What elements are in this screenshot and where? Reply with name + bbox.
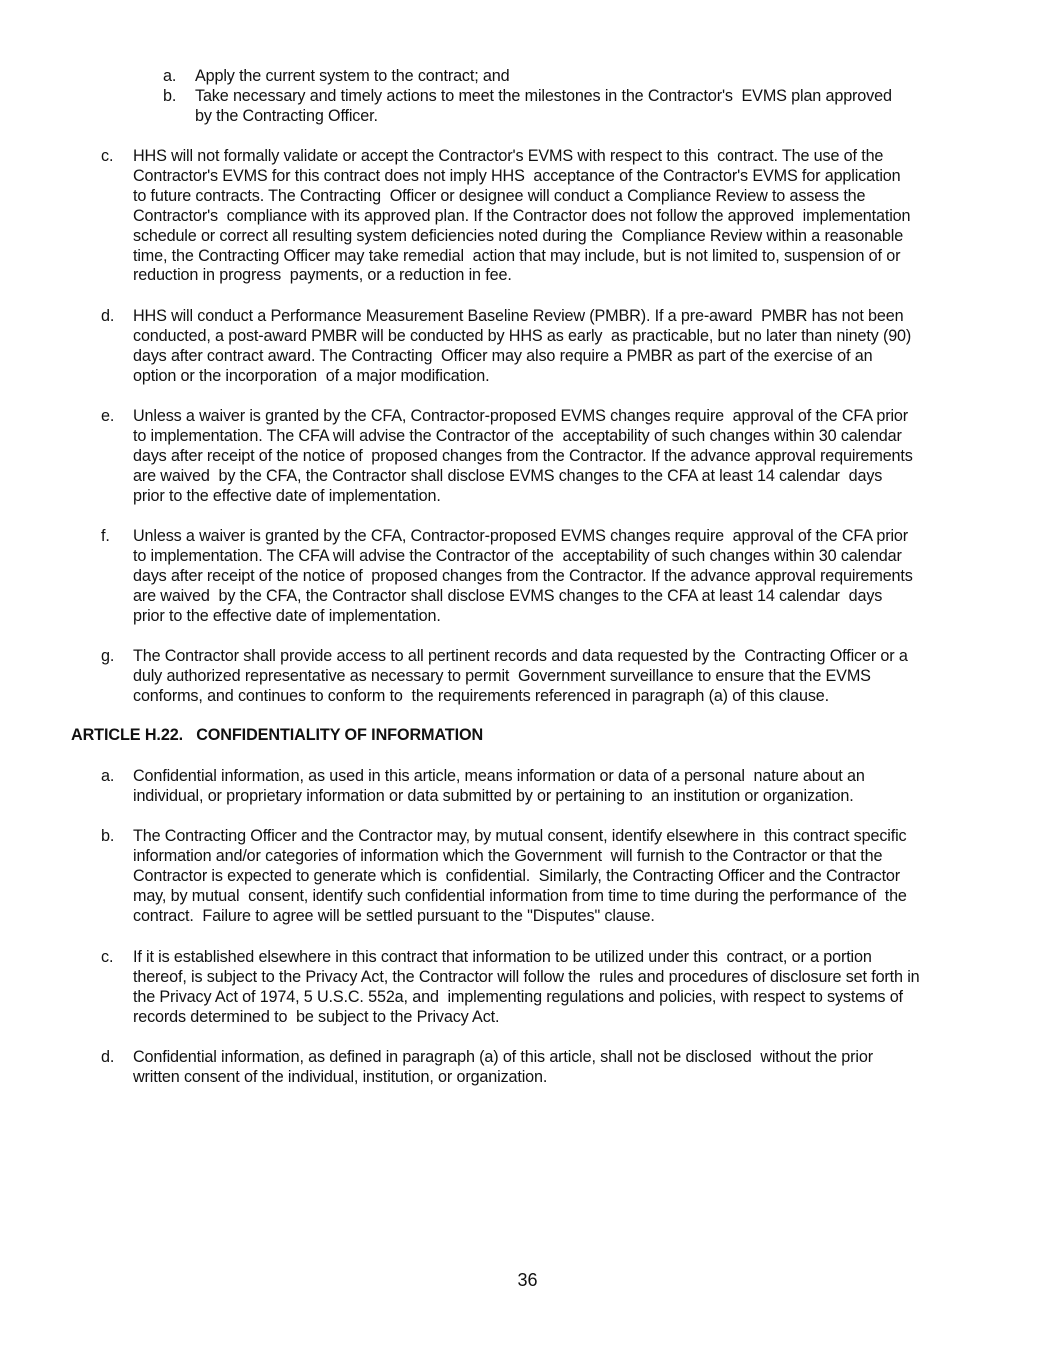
confidentiality-item-d [101, 1048, 873, 1088]
text-line: conforms, and continues to conform to the requirements referenced in paragraph (a) of this clause. [133, 686, 829, 705]
text-line: to implementation. The CFA will advise the Contractor of the acceptability of such changes within 30 calendar [133, 546, 902, 565]
text-line: thereof, is subject to the Privacy Act, the Contractor will follow the rules and procedures of disclosure set forth in [133, 967, 920, 986]
list-item-text [133, 407, 913, 507]
text-line: to implementation. The CFA will advise the Contractor of the acceptability of such changes within 30 calendar [133, 426, 902, 445]
text-line: option or the incorporation of a major modification. [133, 366, 490, 385]
sub-item-a [163, 67, 509, 87]
text-line: The Contractor shall provide access to all pertinent records and data requested by the Contracting Officer or a [133, 647, 908, 665]
text-line: Contractor's EVMS for this contract does not imply HHS acceptance of the Contractor's EVMS for application [133, 166, 901, 185]
evms-item-d [101, 307, 911, 387]
text-line: written consent of the individual, institution, or organization. [133, 1067, 548, 1086]
text-line: Contractor's compliance with its approved plan. If the Contractor does not follow the approved implementation [133, 206, 911, 225]
text-line: prior to the effective date of implementation. [133, 606, 441, 625]
list-marker: c. [101, 948, 114, 966]
article-heading: ARTICLE H.22. CONFIDENTIALITY OF INFORMATION [71, 726, 484, 744]
text-line: to future contracts. The Contracting Officer or designee will conduct a Compliance Review to assess the [133, 186, 866, 205]
page-number: 36 [517, 1270, 538, 1290]
text-line: days after contract award. The Contracting Officer may also require a PMBR as part of the exercise of an [133, 346, 873, 365]
confidentiality-item-a [101, 767, 865, 807]
list-marker: g. [101, 647, 115, 665]
confidentiality-item-b [101, 827, 907, 927]
text-line: contract. Failure to agree will be settled pursuant to the "Disputes" clause. [133, 906, 655, 925]
text-line: time, the Contracting Officer may take remedial action that may include, but is not limited to, suspension of or [133, 246, 901, 265]
list-item-text [133, 1048, 873, 1088]
list-item-text [133, 147, 910, 286]
list-marker: d. [101, 1048, 115, 1066]
text-line: information and/or categories of information which the Government will furnish to the Contractor or that the [133, 846, 883, 865]
text-line: individual, or proprietary information or data submitted by or pertaining to an institution or organization. [133, 786, 854, 805]
text-line: days after receipt of the notice of proposed changes from the Contractor. If the advance approval requirements [133, 446, 913, 465]
text-line: If it is established elsewhere in this contract that information to be utilized under this contract, or a portion [133, 948, 872, 966]
text-line: Contractor is expected to generate which is confidential. Similarly, the Contracting Officer and the Contractor [133, 866, 901, 885]
text-line: Apply the current system to the contract; and [195, 67, 510, 85]
list-marker: a. [101, 767, 115, 785]
text-line: conducted, a post-award PMBR will be conducted by HHS as early as practicable, but no later than ninety (90) [133, 326, 912, 345]
text-line: The Contracting Officer and the Contractor may, by mutual consent, identify elsewhere in this contract specific [133, 827, 907, 845]
text-line: records determined to be subject to the Privacy Act. [133, 1007, 500, 1026]
text-line: may, by mutual consent, identify such confidential information from time to time during the performance of the [133, 886, 907, 905]
text-line: days after receipt of the notice of proposed changes from the Contractor. If the advance approval requirements [133, 566, 913, 585]
text-line: HHS will not formally validate or accept the Contractor's EVMS with respect to this contract. The use of the [133, 147, 884, 165]
text-line: HHS will conduct a Performance Measurement Baseline Review (PMBR). If a pre-award PMBR has not been [133, 307, 904, 325]
list-item-text [133, 827, 907, 927]
list-item-text [133, 527, 913, 627]
text-line: schedule or correct all resulting system deficiencies noted during the Compliance Review within a reasonable [133, 226, 904, 245]
evms-item-f [101, 527, 913, 627]
text-line: prior to the effective date of implementation. [133, 486, 441, 505]
text-line: the Privacy Act of 1974, 5 U.S.C. 552a, and implementing regulations and policies, with respect to systems of [133, 987, 903, 1006]
list-marker: f. [101, 527, 110, 545]
text-line: Unless a waiver is granted by the CFA, Contractor-proposed EVMS changes require approval of the CFA prior [133, 407, 908, 425]
list-marker: b. [163, 87, 177, 105]
text-line: by the Contracting Officer. [195, 106, 378, 125]
text-line: are waived by the CFA, the Contractor shall disclose EVMS changes to the CFA at least 14 calendar days [133, 466, 883, 485]
evms-item-g [101, 647, 908, 707]
confidentiality-item-c [101, 948, 920, 1028]
sub-item-b [163, 87, 892, 127]
list-item-text [133, 767, 865, 807]
list-item-text [133, 647, 908, 707]
list-marker: b. [101, 827, 115, 845]
list-marker: d. [101, 307, 115, 325]
text-line: Take necessary and timely actions to meet the milestones in the Contractor's EVMS plan approved [195, 87, 892, 105]
list-marker: e. [101, 407, 115, 425]
text-line: Confidential information, as used in this article, means information or data of a personal nature about an [133, 767, 865, 785]
list-item-text [195, 87, 892, 127]
list-item-text [133, 307, 911, 387]
list-item-text [195, 67, 509, 87]
evms-item-c [101, 147, 910, 286]
list-marker: c. [101, 147, 114, 165]
text-line: duly authorized representative as necessary to permit Government surveillance to ensure that the EVMS [133, 666, 871, 685]
list-marker: a. [163, 67, 177, 85]
text-line: reduction in progress payments, or a reduction in fee. [133, 266, 512, 285]
list-item-text [133, 948, 920, 1028]
text-line: are waived by the CFA, the Contractor shall disclose EVMS changes to the CFA at least 14 calendar days [133, 586, 883, 605]
text-line: Unless a waiver is granted by the CFA, Contractor-proposed EVMS changes require approval of the CFA prior [133, 527, 908, 545]
text-line: Confidential information, as defined in paragraph (a) of this article, shall not be disclosed without the prior [133, 1048, 873, 1066]
evms-item-e [101, 407, 913, 507]
